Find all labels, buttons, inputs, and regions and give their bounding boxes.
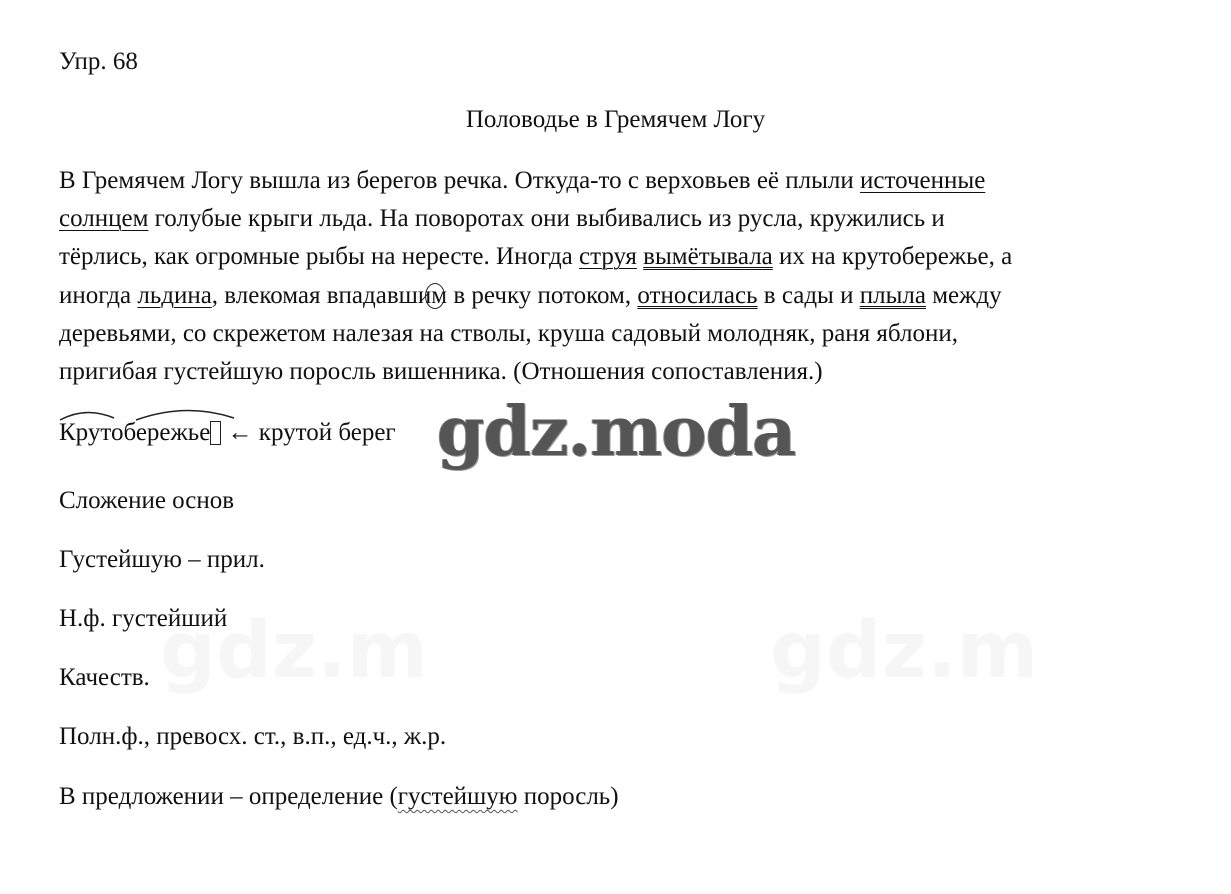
analysis-part-of-speech: Густейшую – прил. [59, 546, 265, 573]
text-run: В предложении – определение ( [59, 783, 398, 810]
paragraph-line-4 [59, 283, 1002, 309]
wavy-underlined-word: густейшую [397, 783, 518, 810]
watermark-logo: gdz.moda [437, 392, 796, 472]
circled-ending-mark [425, 283, 445, 309]
analysis-features: Полн.ф., превосх. ст., в.п., ед.ч., ж.р. [59, 723, 447, 750]
text-run: поросль) [517, 783, 619, 810]
underlined-word-predicate: плыла [859, 282, 926, 309]
analysis-category: Качеств. [59, 664, 150, 691]
analysis-syntactic-role [59, 784, 619, 809]
paragraph-line-5: деревьями, со скрежетом налезая на стволы, круша садовый молодняк, раня яблони, [59, 320, 958, 347]
word-formation-line [59, 420, 396, 445]
text-run: тёрлись, как огромные рыбы на нересте. Иногда [59, 243, 580, 270]
text-run: иногда [59, 282, 138, 309]
underlined-word-subject: льдина [137, 282, 212, 309]
text-run: между [925, 282, 1002, 309]
text-run: в сады и [757, 282, 860, 309]
text-run: голубые крыги льда. На поворотах они выбивались из русла, кружились и [148, 205, 945, 232]
underlined-word-modifier: солнцем [59, 205, 149, 232]
paragraph-line-6: пригибая густейшую поросль вишенника. (Отношения сопоставления.) [59, 358, 823, 385]
faint-watermark-right [770, 612, 1038, 690]
zero-ending-box [210, 421, 221, 445]
paragraph-line-2 [59, 206, 945, 231]
exercise-label: Упр. 68 [59, 48, 138, 75]
underlined-word-modifier: источенные [860, 167, 986, 194]
text-title: Половодье в Гремячем Логу [465, 106, 766, 133]
analyzed-word: Крутобережье [59, 419, 211, 446]
text-run: их на крутобережье, а [772, 243, 1013, 270]
text-run: , влекомая впадавшим [211, 282, 448, 309]
text-run: В Гремячем Логу вышла из берегов речка. Откуда-то с верховьев её плыли [59, 167, 861, 194]
paragraph-line-1 [59, 168, 985, 193]
underlined-word-predicate: относилась [637, 282, 758, 309]
analysis-initial-form: Н.ф. густейший [59, 605, 228, 632]
underlined-word-predicate: вымётывала [643, 243, 773, 270]
derivation-source: ← крутой берег [227, 419, 396, 446]
text-run: в речку потоком, [447, 282, 638, 309]
paragraph-line-3 [59, 244, 1012, 269]
analysis-method: Сложение основ [59, 487, 235, 514]
underlined-word-subject: струя [579, 243, 637, 270]
